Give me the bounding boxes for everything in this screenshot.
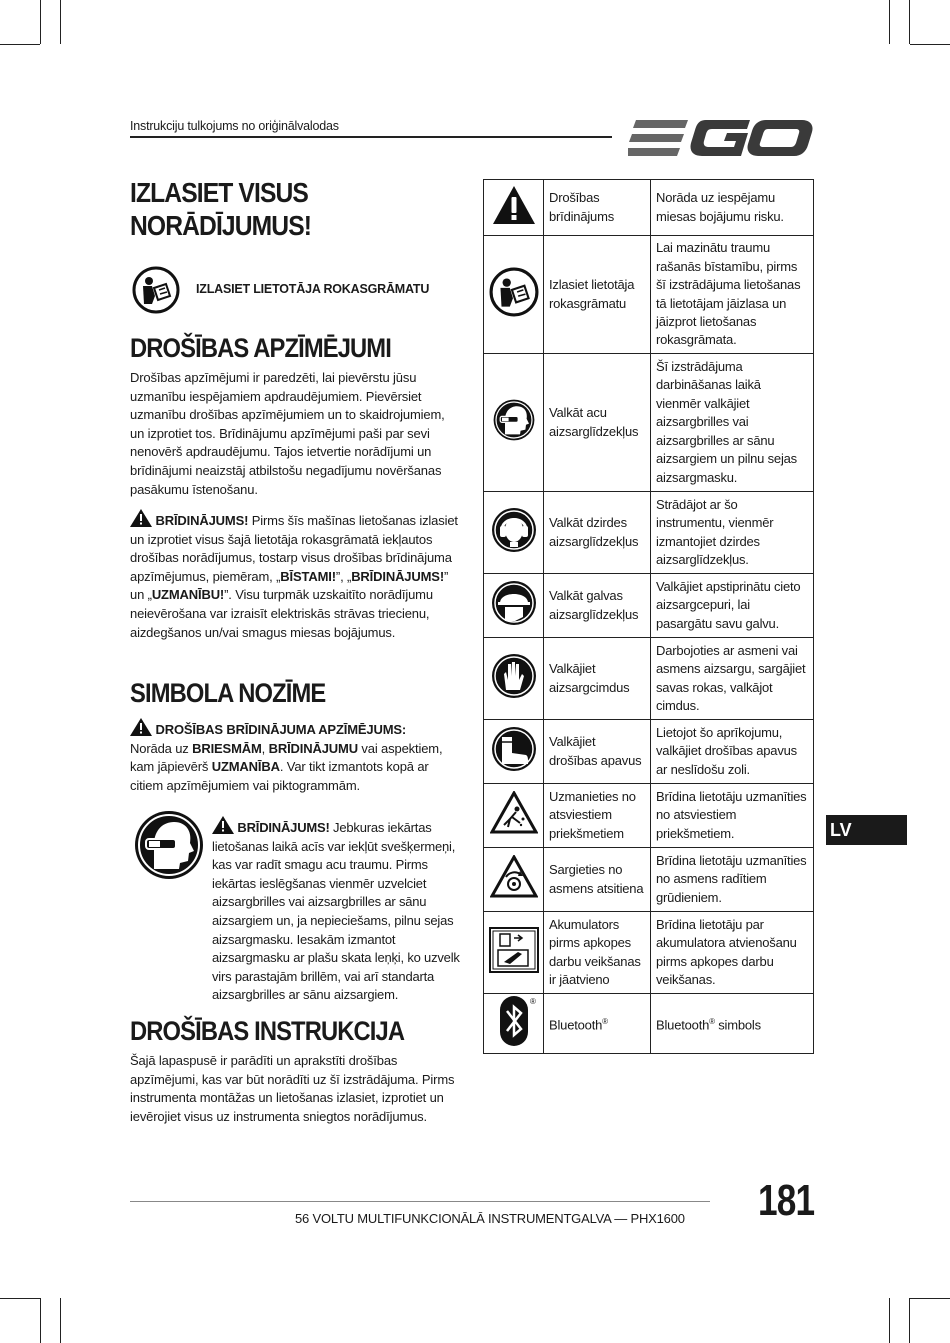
symbols-table [483,179,814,1054]
alert-text: Norāda uz [130,740,193,756]
crop-mark [0,44,40,45]
signal-word-warning: BRĪDINĀJUMS! [351,568,444,584]
symbol-name: Valkāt galvas aizsarglīdzekļus [544,574,651,638]
symbol-name: Valkājiet drošības apavus [544,720,651,784]
table-icon-cell [484,574,544,638]
flying-objects-icon [490,791,538,835]
symbol-description: Darbojoties ar asmeni vai asmens aizsargu, sargājiet savas rokas, valkājot cimdus. [651,638,814,720]
bluetooth-name: Bluetooth [549,1017,603,1033]
warning-triangle-icon [130,509,152,527]
table-row [484,720,814,784]
section-heading-safety-instructions: DROŠĪBAS INSTRUKCIJA [130,1016,405,1046]
symbol-description: Strādājot ar šo instrumentu, vienmēr izmantojiet dzirdes aizsarglīdzekļus. [651,492,814,574]
crop-mark [910,44,950,45]
hearing-protection-icon [490,506,538,554]
bluetooth-icon [492,994,536,1048]
table-icon-cell [484,354,544,492]
ego-logo [628,116,814,160]
alert-symbol-title: DROŠĪBAS BRĪDINĀJUMA APZĪMĒJUMS: [155,722,407,737]
table-row [484,784,814,848]
symbol-description: Brīdina lietotāju uzmanīties no atsviestiem priekšmetiem. [651,784,814,848]
table-row [484,180,814,236]
warning-triangle-icon [492,185,536,225]
alert-text: vai aspektiem, kam jāpievērš [130,740,443,775]
bluetooth-desc: Bluetooth [656,1017,710,1033]
table-icon-cell [484,180,544,236]
symbol-name: Sargieties no asmens atsitiena [544,848,651,912]
crop-mark [909,0,910,44]
blade-kickback-icon [490,855,538,899]
read-manual-icon [489,267,539,317]
warning-label: BRĪDINĀJUMS! [155,513,249,528]
symbol-name [544,994,651,1054]
table-row [484,236,814,354]
crop-mark [40,1298,41,1343]
crop-mark [60,1298,61,1343]
warning-text: Pirms šīs mašīnas lietošanas izlasiet un izprotiet visus šajā lietotāja rokasgrāmatā iekļautos drošības norādījumus, tostarp visus drošības brīdinājuma apzīmējumus, piemēram, „ [130,513,458,584]
symbol-description: Valkājiet apstiprinātu cieto aizsargcepuri, lai pasargātu savu galvu. [651,574,814,638]
signal-word-danger: BĪSTAMI! [280,568,336,584]
warning-triangle-icon [130,718,152,736]
table-icon-cell [484,492,544,574]
read-manual-label: IZLASIET LIETOTĀJA ROKASGRĀMATU [196,282,430,296]
language-tab: LV [826,815,907,845]
registered-mark: ® [602,1016,608,1026]
footer-product: 56 VOLTU MULTIFUNKCIONĀLĀ INSTRUMENTGALVA — PHX1600 [295,1211,685,1226]
symbol-description: Lai mazinātu traumu rašanās bīstamību, pirms šī izstrādājuma lietošanas tā lietotājam jāizlasa un jāizprot lietošanas rokasgrāmata. [651,236,814,354]
crop-mark [909,1298,910,1343]
read-manual-icon [132,266,180,314]
warning-text: ” un „ [130,568,449,603]
warning-text: ”, „ [335,568,352,584]
safety-boots-icon [490,725,538,773]
eye-protection-icon [132,805,206,885]
registered-mark: ® [709,1016,715,1026]
symbol-description [651,994,814,1054]
table-row [484,574,814,638]
warning-triangle-icon [212,816,234,834]
symbol-name: Valkāt acu aizsarglīdzekļus [544,354,651,492]
crop-mark [910,1298,950,1299]
symbol-name: Drošības brīdinājums [544,180,651,236]
symbol-description: Norāda uz iespējamu miesas bojājumu risku. [651,180,814,236]
alert-danger-word: BRIESMĀM [192,740,262,756]
section-heading-symbol-meaning: SIMBOLA NOZĪME [130,678,326,708]
table-row [484,354,814,492]
svg-text:®: ® [529,997,536,1006]
safety-warning-paragraph [130,509,460,642]
symbol-name: Valkājiet aizsargcimdus [544,638,651,720]
table-icon-cell [484,848,544,912]
alert-caution-word: UZMANĪBA [211,759,280,775]
alert-warning-word: BRĪDINĀJUMU [268,740,358,756]
table-icon-cell [484,912,544,994]
eye-warning-label: BRĪDINĀJUMS! [237,820,330,835]
crop-mark [889,1298,890,1343]
signal-word-caution: UZMANĪBU! [151,587,225,603]
symbol-description: Šī izstrādājuma darbināšanas laikā vienmēr valkājiet aizsargbrilles vai aizsargbrilles ar sānu aizsargiem un pilnu sejas aizsargmasku. [651,354,814,492]
table-icon-cell [484,638,544,720]
symbol-name: Valkāt dzirdes aizsarglīdzekļus [544,492,651,574]
bluetooth-desc-tail: simbols [714,1017,761,1033]
eye-warning-text: Jebkuras iekārtas lietošanas laikā acīs var iekļūt svešķermeņi, kas var radīt smagu acu traumu. Pirms iekārtas ieslēgšanas vienmēr uzvelciet aizsargbrilles vai aizsargbrilles ar sānu aizsargiem un, ja nepieciešams, pilnu sejas aizsargmasku. Iesakām izmantot aizsargmasku ar plašu skata leņķi, ko uzvelk virs parastajām brillēm, vai arī standarta aizsargbrilles ar sānu aizsargiem. [212,820,460,1003]
head-protection-icon [490,579,538,627]
table-icon-cell [484,236,544,354]
table-row [484,848,814,912]
eye-protection-icon [490,396,538,444]
crop-mark [889,0,890,44]
section-heading-safety-symbols: DROŠĪBAS APZĪMĒJUMI [130,333,391,363]
gloves-icon [490,652,538,700]
symbol-name: Akumulators pirms apkopes darbu veikšanas ir jāatvieno [544,912,651,994]
crop-mark [40,0,41,44]
eye-warning-paragraph [212,816,460,1005]
crop-mark [60,0,61,44]
symbol-description: Brīdina lietotāju uzmanīties no asmens radītiem grūdieniem. [651,848,814,912]
table-row [484,638,814,720]
alert-text: , [261,740,269,756]
table-icon-cell [484,784,544,848]
footer-divider [130,1201,710,1202]
main-title: IZLASIET VISUS NORĀDĪJUMUS! [130,177,312,241]
safety-symbols-intro: Drošības apzīmējumi ir paredzēti, lai pievērstu jūsu uzmanību iespējamiem apdraudējumiem. Pievērsiet uzmanību drošības apzīmējumiem un to skaidrojumiem, un izprotiet tos. Brīdinājumu apzīmējumi paši par sevi nenovērš apdraudējumu. Tajos ietvertie norādījumi un brīdinājumi neaizstāj atbilstošu negadījumu novēršanas pasākumu īstenošanu. [130,370,445,497]
symbol-name: Izlasiet lietotāja rokasgrāmatu [544,236,651,354]
table-icon-cell [484,720,544,784]
safety-instructions-text: Šajā lapaspusē ir parādīti un aprakstīti drošības apzīmējumi, kas var būt norādīti uz šī izstrādājuma. Pirms instrumenta montāžas un lietošanas izlasiet, izprotiet un ievērojiet visus uz instrumenta sniegtos norādījumus. [130,1053,455,1124]
alert-text: . Var tikt izmantots kopā ar citiem apzīmējumiem vai piktogrammām. [130,759,429,793]
warning-text: ”. Visu turpmāk uzskaitīto norādījumu neievērošana var izraisīt elektriskās strāvas triecienu, aizdegšanos un/vai smagus miesas bojājumus. [130,587,433,640]
table-row [484,994,814,1054]
page-number: 181 [758,1176,815,1225]
alert-symbol-paragraph [130,718,460,795]
symbol-name: Uzmanieties no atsviestiem priekšmetiem [544,784,651,848]
header-divider [130,136,612,138]
table-row [484,492,814,574]
header-subtitle: Instrukciju tulkojums no oriģinālvalodas [130,119,339,133]
symbol-description: Lietojot šo aprīkojumu, valkājiet drošības apavus ar neslīdošu zoli. [651,720,814,784]
table-row [484,912,814,994]
table-icon-cell [484,994,544,1054]
symbol-description: Brīdina lietotāju par akumulatora atvienošanu pirms apkopes darbu veikšanas. [651,912,814,994]
battery-disconnect-icon [488,926,540,974]
crop-mark [0,1298,40,1299]
